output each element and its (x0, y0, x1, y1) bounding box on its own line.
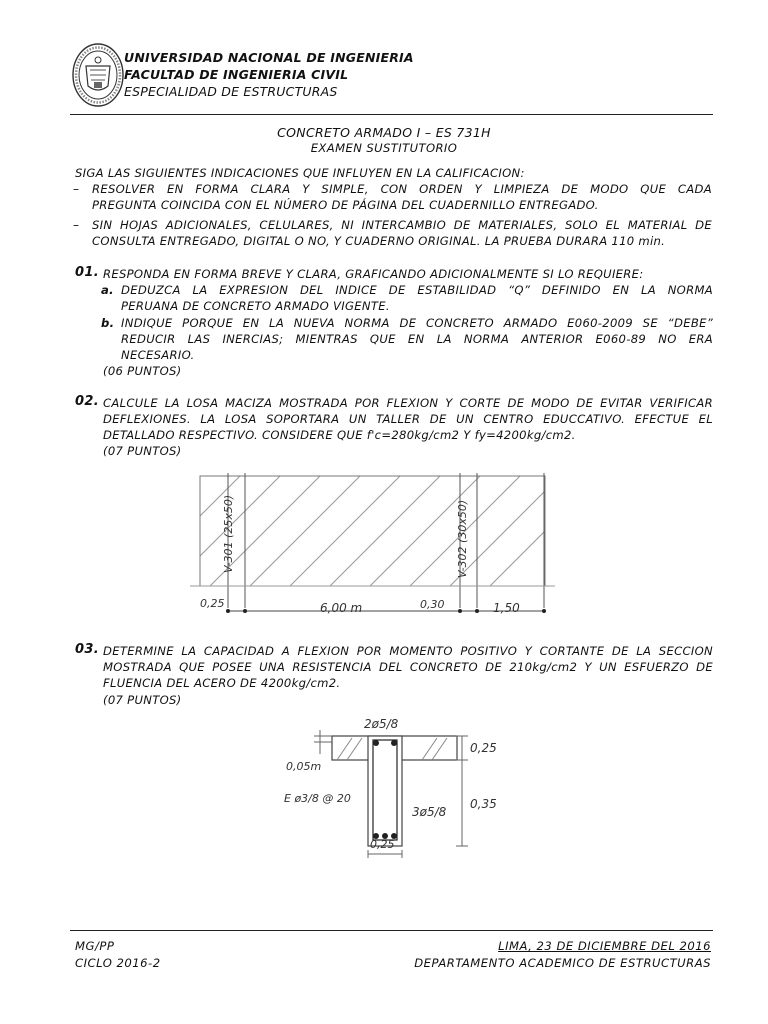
cover-label: 0,05m (286, 760, 322, 773)
exam-subtitle: EXAMEN SUSTITUTORIO (310, 141, 458, 155)
q1-a-label: a. (101, 283, 114, 297)
q2-line-3: DETALLADO RESPECTIVO. CONSIDERE QUE f'c=280kg/cm2 Y fy=4200kg/cm2. (103, 428, 576, 442)
instruction-2-line-2: CONSULTA ENTREGADO, DIGITAL O NO, Y CUADERNO ORIGINAL. LA PRUEBA DURARA 110 min. (92, 234, 666, 248)
q1-points: (06 PUNTOS) (103, 364, 182, 378)
q1-number: 01. (75, 265, 99, 280)
dim-label-600: 6,00 m (320, 601, 363, 615)
q1-text: RESPONDA EN FORMA BREVE Y CLARA, GRAFICANDO ADICIONALMENTE SI LO REQUIERE: (103, 267, 644, 281)
t-section-figure (282, 708, 507, 868)
q1-b-line-2: REDUCIR LAS INERCIAS; MIENTRAS QUE EN LA NORMA ANTERIOR E060-89 NO ERA (121, 332, 713, 346)
instructions-intro: SIGA LAS SIGUIENTES INDICACIONES QUE INFLUYEN EN LA CALIFICACION: (75, 166, 525, 180)
q3-number: 03. (75, 642, 99, 657)
footer-initials: MG/PP (75, 939, 115, 953)
university-seal (72, 42, 124, 108)
exam-title: CONCRETO ARMADO I – ES 731H (277, 125, 491, 140)
footer-department: DEPARTAMENTO ACADEMICO DE ESTRUCTURAS (414, 956, 711, 970)
q1-b-line-1: INDIQUE PORQUE EN LA NUEVA NORMA DE CONCRETO ARMADO E060-2009 SE “DEBE” (121, 316, 713, 330)
q2-line-2: DEFLEXIONES. LA LOSA SOPORTARA UN TALLER DE UN CENTRO EDUCCATIVO. EFECTUE EL (103, 412, 713, 426)
dim-label-150: 1,50 (493, 601, 520, 615)
faculty-name: FACULTAD DE INGENIERIA CIVIL (124, 67, 349, 82)
dim-label-030: 0,30 (420, 598, 445, 611)
q2-line-1: CALCULE LA LOSA MACIZA MOSTRADA POR FLEXION Y CORTE DE MODO DE EVITAR VERIFICAR (103, 396, 713, 410)
beam-label-v301: V-301 (25x50) (222, 494, 235, 573)
instruction-bullet-1: – (73, 182, 79, 196)
dim-label-025: 0,25 (200, 597, 225, 610)
q3-line-1: DETERMINE LA CAPACIDAD A FLEXION POR MOMENTO POSITIVO Y CORTANTE DE LA SECCION (103, 644, 713, 658)
q2-points: (07 PUNTOS) (103, 444, 182, 458)
university-name: UNIVERSIDAD NACIONAL DE INGENIERIA (124, 50, 414, 65)
q1-b-label: b. (101, 316, 115, 330)
header-rule (70, 114, 713, 115)
web-depth-label: 0,35 (470, 797, 497, 811)
q1-a-line-2: PERUANA DE CONCRETO ARMADO VIGENTE. (121, 299, 390, 313)
footer-date: LIMA, 23 DE DICIEMBRE DEL 2016 (498, 939, 711, 953)
q3-line-3: FLUENCIA DEL ACERO DE 4200kg/cm2. (103, 676, 341, 690)
specialty-name: ESPECIALIDAD DE ESTRUCTURAS (124, 84, 338, 99)
q1-b-line-3: NECESARIO. (121, 348, 195, 362)
footer-cycle: CICLO 2016-2 (75, 956, 161, 970)
beam-label-v302: V-302 (30x50) (456, 499, 469, 578)
web-width-label: 0,25 (370, 838, 395, 851)
instruction-1-line-2: PREGUNTA COINCIDA CON EL NÚMERO DE PÁGINA DEL CUADERNILLO ENTREGADO. (92, 198, 599, 212)
q3-points: (07 PUNTOS) (103, 693, 182, 707)
instruction-bullet-2: – (73, 218, 79, 232)
q1-a-line-1: DEDUZCA LA EXPRESION DEL INDICE DE ESTABILIDAD “Q” DEFINIDO EN LA NORMA (121, 283, 713, 297)
footer-rule (70, 930, 713, 931)
q3-line-2: MOSTRADA QUE POSEE UNA RESISTENCIA DEL CONCRETO DE 210kg/cm2 Y UN ESFUERZO DE (103, 660, 713, 674)
bottom-steel-label: 3ø5/8 (412, 805, 447, 819)
instruction-2-line-1: SIN HOJAS ADICIONALES, CELULARES, NI INTERCAMBIO DE MATERIALES, SOLO EL MATERIAL DE (92, 218, 712, 232)
q2-number: 02. (75, 394, 99, 409)
slab-figure (190, 468, 560, 628)
stirrup-label: E ø3/8 @ 20 (284, 792, 351, 805)
top-steel-label: 2ø5/8 (364, 717, 399, 731)
slab-thickness-label: 0,25 (470, 741, 497, 755)
instruction-1-line-1: RESOLVER EN FORMA CLARA Y SIMPLE, CON ORDEN Y LIMPIEZA DE MODO QUE CADA (92, 182, 712, 196)
